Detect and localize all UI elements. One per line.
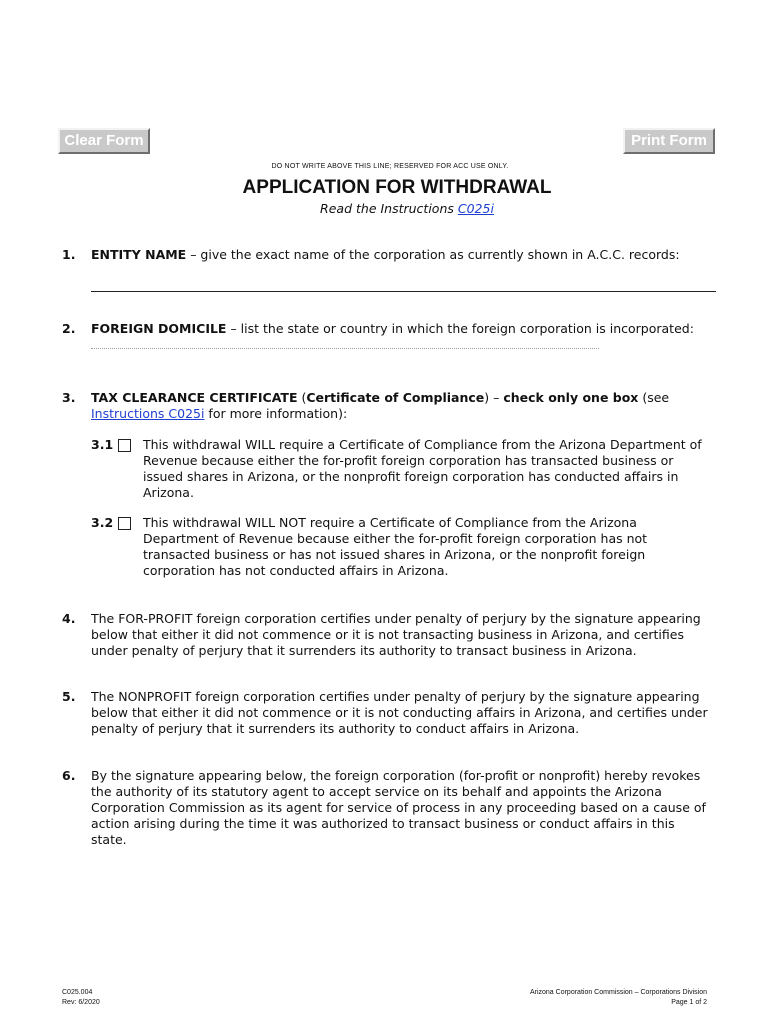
page-title: APPLICATION FOR WITHDRAWAL (242, 177, 552, 198)
paren-close: ) – (484, 390, 504, 405)
see-text: (see (638, 390, 670, 405)
item-number: 1. (62, 247, 76, 262)
clear-form-button[interactable]: Clear Form (58, 128, 150, 154)
option-3-1-text: This withdrawal WILL require a Certificate of Compliance from the Arizona Department of Revenue because either the for-profit foreign corporation has transacted business or issued shares in Arizona, or the nonprofit foreign corporation has conducted affairs in Arizona. (143, 437, 702, 500)
footer-right (530, 988, 707, 1008)
for-profit-certification: The FOR-PROFIT foreign corporation certifies under penalty of perjury by the signature appearing below that either it did not commence or it is not transacting business in Arizona, and certifies under penalty of perjury that it surrenders its authority to transact business in Arizona. (91, 611, 701, 658)
foreign-domicile-text: – list the state or country in which the foreign corporation is incorporated: (226, 321, 694, 336)
subtitle (0, 201, 770, 216)
instructions-link[interactable]: C025i (457, 201, 494, 216)
tax-clearance-label (91, 390, 711, 422)
entity-name-text: – give the exact name of the corporation as currently shown in A.C.C. records: (186, 247, 680, 262)
subtitle-text: Read the Instructions (320, 201, 458, 216)
item-number: 2. (62, 321, 76, 336)
item-number: 4. (62, 611, 76, 626)
entity-name-field[interactable] (91, 291, 716, 292)
foreign-domicile-heading: FOREIGN DOMICILE (91, 321, 227, 336)
entity-name-label (91, 247, 711, 263)
option-number: 3.2 (91, 515, 114, 530)
check-one-box: check only one box (503, 390, 639, 405)
more-info-text: for more information): (204, 406, 348, 421)
print-form-button[interactable]: Print Form (623, 128, 715, 154)
entity-name-heading: ENTITY NAME (91, 247, 187, 262)
tax-clearance-heading: TAX CLEARANCE CERTIFICATE (91, 390, 298, 405)
form-code: C025.004 (62, 989, 93, 996)
paren-open: ( (297, 390, 307, 405)
foreign-domicile-field[interactable] (91, 338, 599, 349)
reserved-note: DO NOT WRITE ABOVE THIS LINE; RESERVED FOR ACC USE ONLY. (271, 163, 509, 170)
revision-date: Rev: 6/2020 (62, 999, 100, 1006)
will-require-checkbox[interactable] (118, 439, 131, 452)
option-3-2-text: This withdrawal WILL NOT require a Certificate of Compliance from the Arizona Department of Revenue because either the for-profit foreign corporation has not transacted business or has not issued shares in Arizona, or the nonprofit foreign corporation has not conducted affairs in Arizona. (143, 515, 648, 578)
option-number: 3.1 (91, 437, 114, 452)
agent-revocation-text: By the signature appearing below, the foreign corporation (for-profit or nonprofit) hereby revokes the authority of its statutory agent to accept service on its behalf and appoints the Arizona Corporation Commission as its agent for service of process in any proceeding based on a cause of action arising during the time it was authorized to transact business or conduct affairs in this state. (91, 768, 706, 847)
page-number: Page 1 of 2 (671, 999, 707, 1006)
item-number: 5. (62, 689, 76, 704)
item-number: 6. (62, 768, 76, 783)
agency-name: Arizona Corporation Commission – Corporations Division (529, 989, 707, 996)
certificate-of-compliance: Certificate of Compliance (306, 390, 485, 405)
instructions-c025i-link[interactable]: Instructions C025i (91, 406, 205, 421)
footer-left (62, 988, 100, 1008)
will-not-require-checkbox[interactable] (118, 517, 131, 530)
item-number: 3. (62, 390, 76, 405)
foreign-domicile-label (91, 321, 711, 353)
nonprofit-certification: The NONPROFIT foreign corporation certifies under penalty of perjury by the signature appearing below that either it did not commence or it is not conducting affairs in Arizona, and certifies under penalty of perjury that it surrenders its authority to conduct affairs in Arizona. (91, 689, 708, 736)
